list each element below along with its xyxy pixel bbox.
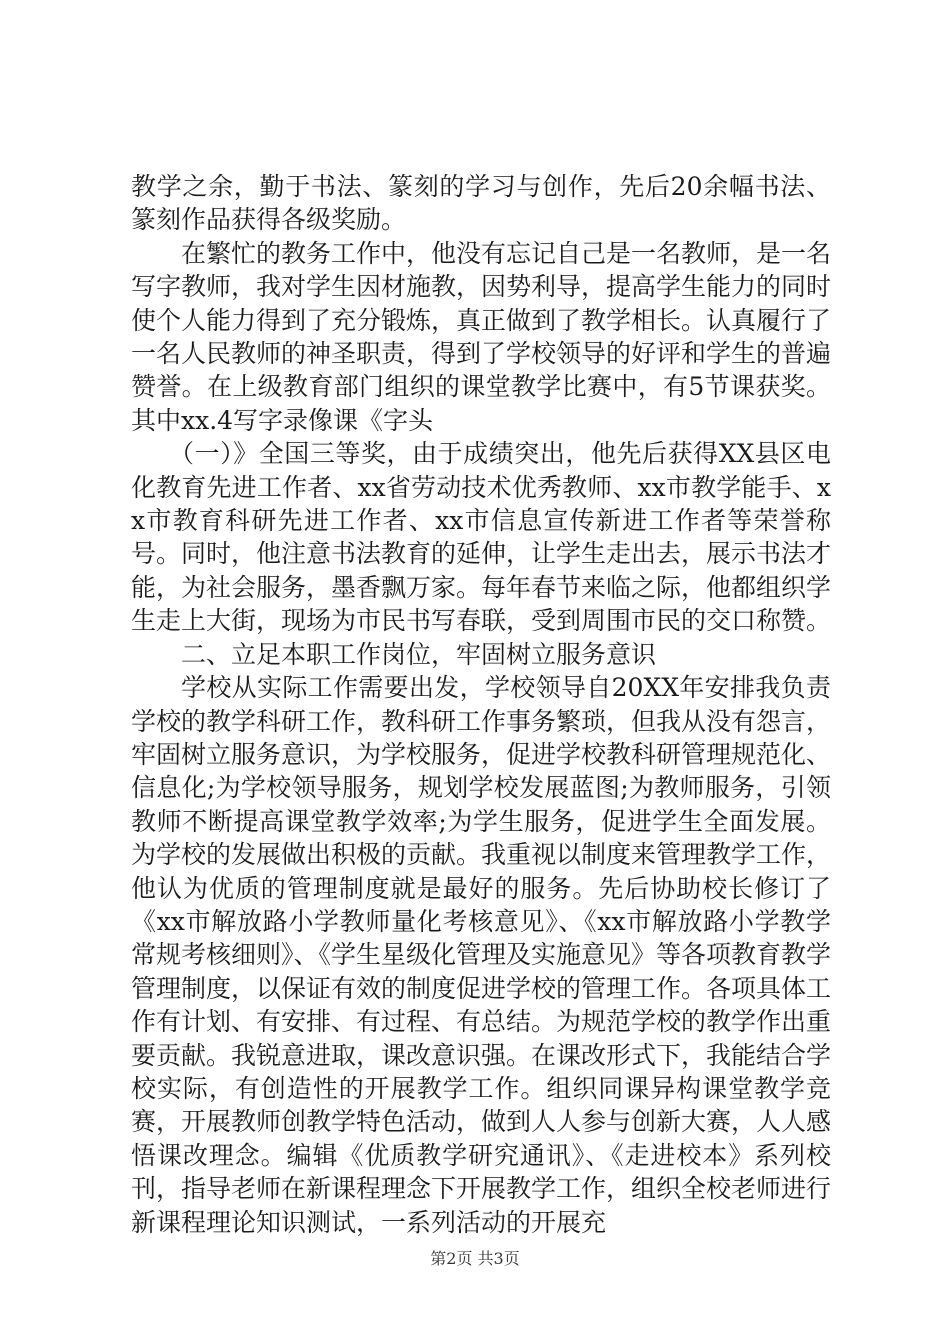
paragraph-3: （一）》全国三等奖，由于成绩突出，他先后获得XX县区电化教育先进工作者、xx省劳动技术优秀教师、xx市教学能手、xx市教育科研先进工作者、xx市信息宣传新进工作者等荣誉称号。同时，他注意书法教育的延伸，让学生走出去，展示书法才能，为社会服务，墨香飘万家。每年春节来临之际，他都组织学生走上大街，现场为市民书写春联，受到周围市民的交口称赞。: [131, 439, 832, 636]
paragraph-1: 教学之余，勤于书法、篆刻的学习与创作，先后20余幅书法、篆刻作品获得各级奖励。: [131, 172, 831, 235]
document-body: [131, 170, 831, 1239]
section-heading: 二、立足本职工作岗位，牢固树立服务意识: [181, 639, 657, 669]
paragraph-2: 在繁忙的教务工作中，他没有忘记自己是一名教师，是一名写字教师，我对学生因材施教，因势利导，提高学生能力的同时使个人能力得到了充分锻炼，真正做到了教学相长。认真履行了一名人民教师的神圣职责，得到了学校领导的好评和学生的普遍赞誉。在上级教育部门组织的课堂教学比赛中，有5节课获奖。其中xx.4写字录像课《字头: [131, 238, 832, 435]
paragraph-4: 学校从实际工作需要出发，学校领导自20XX年安排我负责学校的教学科研工作，教科研工作事务繁琐，但我从没有怨言，牢固树立服务意识，为学校服务，促进学校教科研管理规范化、信息化;为学校领导服务，规划学校发展蓝图;为教师服务，引领教师不断提高课堂教学效率;为学生服务，促进学生全面发展。为学校的发展做出积极的贡献。我重视以制度来管理教学工作，他认为优质的管理制度就是最好的服务。先后协助校长修订了《xx市解放路小学教师量化考核意见》、《xx市解放路小学教学常规考核细则》、《学生星级化管理及实施意见》等各项教育教学管理制度，以保证有效的制度促进学校的管理工作。各项具体工作有计划、有安排、有过程、有总结。为规范学校的教学作出重要贡献。我锐意进取，课改意识强。在课改形式下，我能结合学校实际，有创造性的开展教学工作。组织同课异构课堂教学竞赛，开展教师创教学特色活动，做到人人参与创新大赛，人人感悟课改理念。编辑《优质教学研究通讯》、《走进校本》系列校刊，指导老师在新课程理念下开展教学工作，组织全校老师进行新课程理论知识测试，一系列活动的开展充: [131, 673, 832, 1237]
page-number-footer: 第2页 共3页: [430, 1249, 520, 1268]
